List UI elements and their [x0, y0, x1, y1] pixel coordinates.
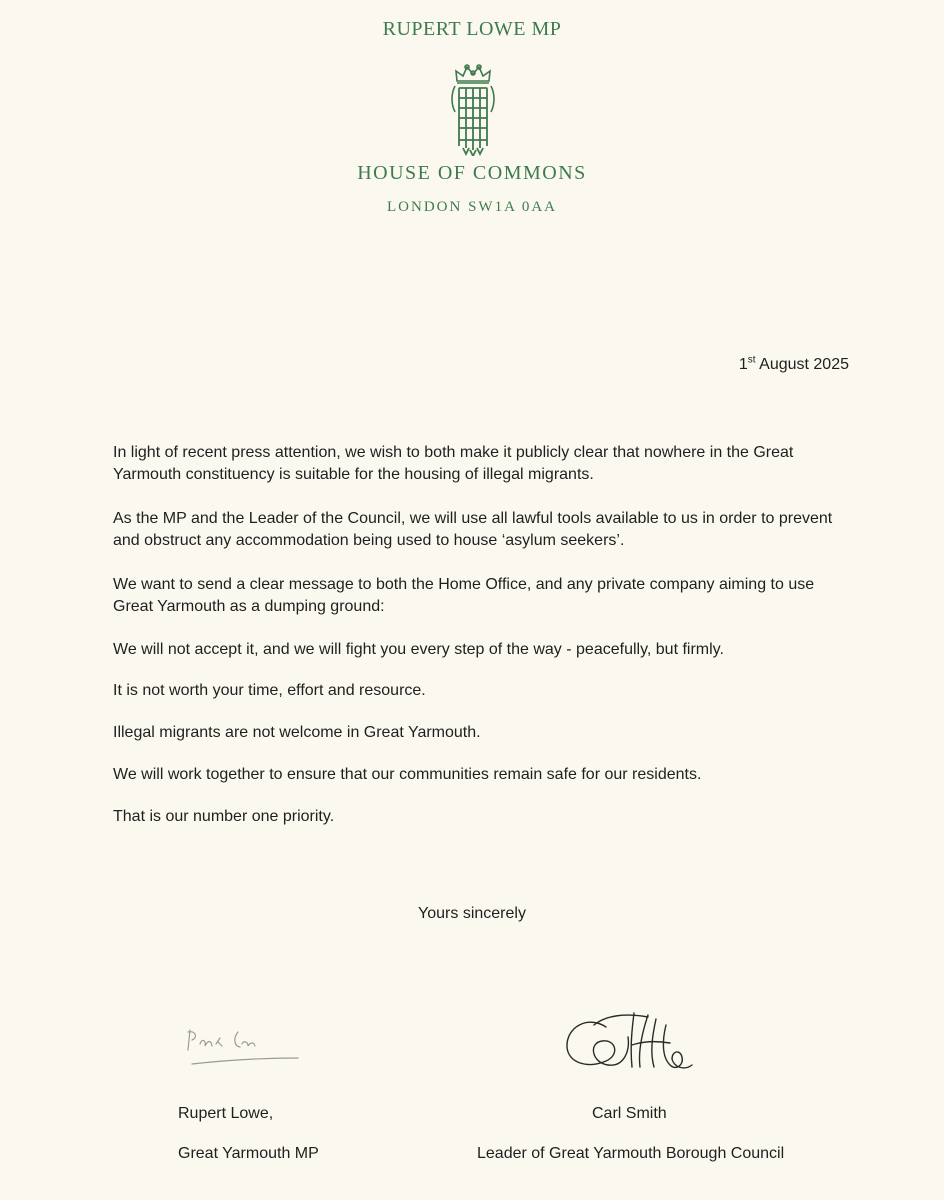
portcullis-gate — [459, 88, 487, 156]
paragraph: That is our number one priority. — [113, 808, 335, 825]
closing-salutation: Yours sincerely — [418, 905, 526, 922]
signatory-title: Great Yarmouth MP — [178, 1145, 319, 1162]
signatory-name: Rupert Lowe, — [178, 1105, 274, 1122]
paragraph: We will not accept it, and we will fight you every step of the way - peacefully, but firmly. — [113, 641, 724, 658]
paragraph: It is not worth your time, effort and resource. — [113, 682, 426, 699]
letterhead-mp-name: RUPERT LOWE MP — [382, 18, 562, 40]
paragraph: We want to send a clear message to both the Home Office, and any private company aiming to use Great Yarmouth as a dumping ground: — [113, 576, 815, 615]
letterhead-address: LONDON SW1A 0AA — [387, 199, 557, 215]
portcullis-crest-icon — [451, 64, 495, 156]
paragraph: Illegal migrants are not welcome in Great Yarmouth. — [113, 724, 481, 741]
letter-date: 1st August 2025 — [738, 354, 849, 373]
signatory-name: Carl Smith — [592, 1105, 667, 1122]
paragraph: We will work together to ensure that our communities remain safe for our residents. — [113, 766, 702, 783]
letter-body — [113, 442, 858, 828]
paragraph: As the MP and the Leader of the Council, we will use all lawful tools available to us in order to prevent and obstruct any accommodation being used to house ‘asylum seekers’. — [113, 510, 833, 549]
portcullis-crown — [456, 65, 490, 83]
signature-rupert-lowe — [178, 1020, 308, 1070]
signature-carl-smith — [558, 1005, 703, 1085]
paragraph: In light of recent press attention, we wish to both make it publicly clear that nowhere in the Great Yarmouth constituency is suitable for the housing of illegal migrants. — [113, 444, 794, 483]
letterhead-house: HOUSE OF COMMONS — [357, 162, 587, 184]
signatory-title: Leader of Great Yarmouth Borough Council — [477, 1145, 785, 1162]
